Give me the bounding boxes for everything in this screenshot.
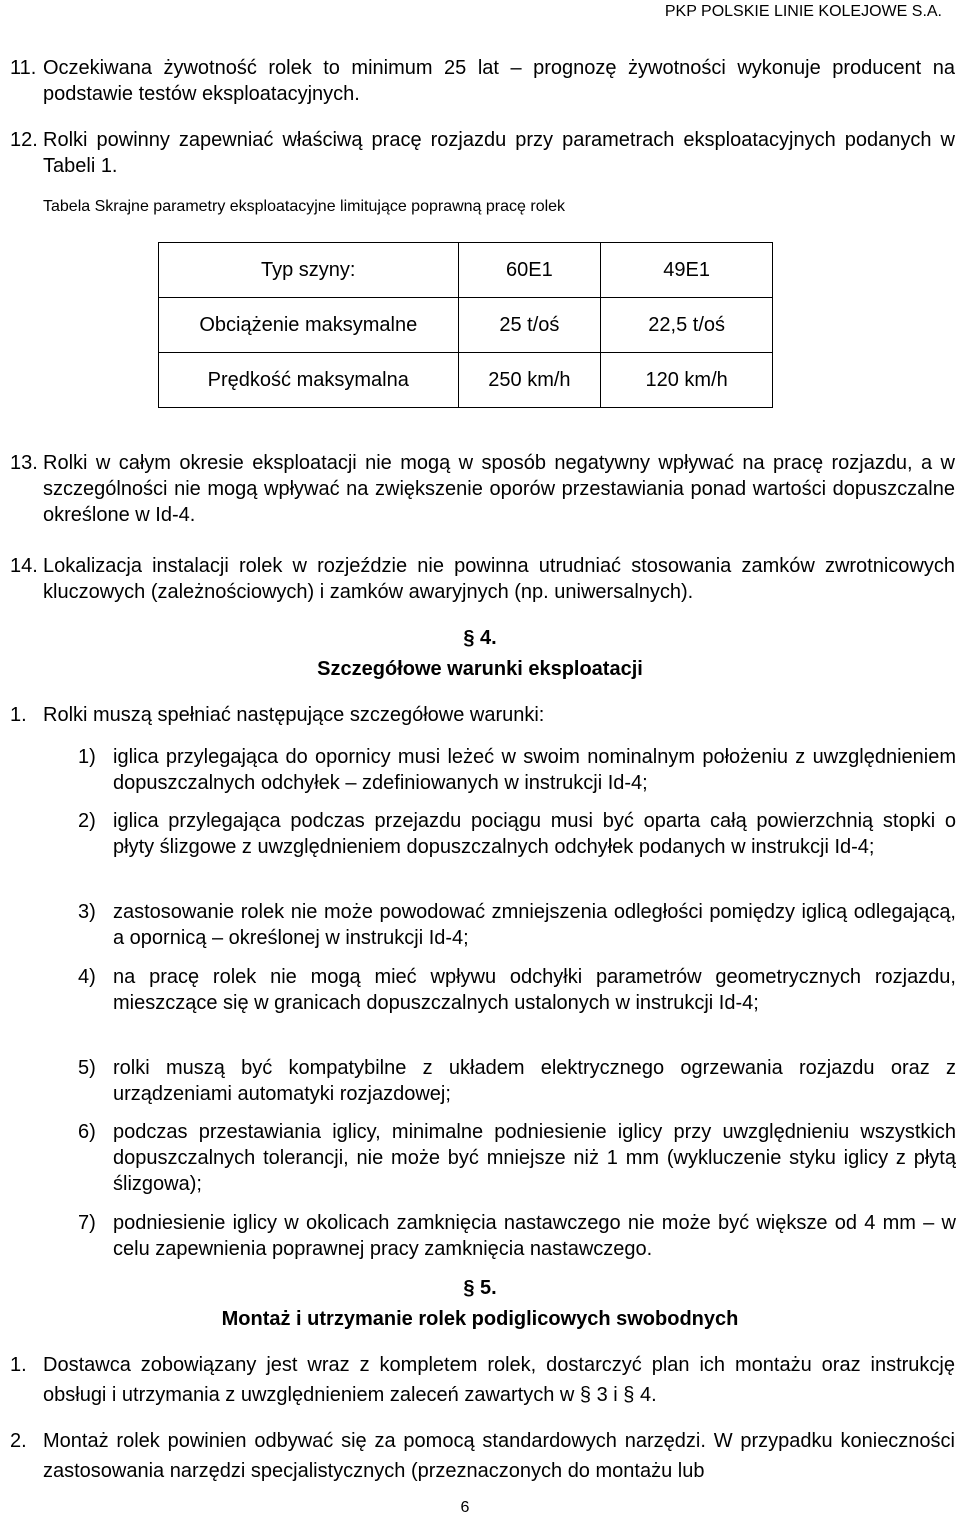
section-5-paragraph-1 xyxy=(10,1350,955,1410)
list-item-number: 3) xyxy=(78,901,96,923)
table-row xyxy=(159,353,773,408)
list-item xyxy=(78,964,956,1016)
list-item-number: 2) xyxy=(78,810,96,832)
paragraph-number: 12. xyxy=(10,129,38,151)
table-row xyxy=(159,243,773,298)
page-number: 6 xyxy=(460,1499,470,1516)
list-item-number: 5) xyxy=(78,1057,96,1079)
table-cell: 250 km/h xyxy=(458,353,601,408)
section-5-title: Montaż i utrzymanie rolek podiglicowych swobodnych xyxy=(221,1308,739,1330)
paragraph-12 xyxy=(10,127,955,179)
list-item-text: rolki muszą być kompatybilne z układem elektrycznego ogrzewania rozjazdu oraz z urządzeniami automatyki rozjazdowej; xyxy=(113,1057,956,1105)
paragraph-number: 13. xyxy=(10,452,38,474)
table-row xyxy=(159,298,773,353)
table-cell: 25 t/oś xyxy=(458,298,601,353)
paragraph-text: Rolki powinny zapewniać właściwą pracę rozjazdu przy parametrach eksploatacyjnych podanych w Tabeli 1. xyxy=(43,129,955,177)
parameters-table xyxy=(158,242,773,408)
list-item-text: podniesienie iglicy w okolicach zamknięcia nastawczego nie może być większe od 4 mm – w celu zapewnienia poprawnej pracy zamknięcia nastawczego. xyxy=(113,1212,956,1260)
table-caption: Tabela Skrajne parametry eksploatacyjne limitujące poprawną pracę rolek xyxy=(43,198,566,215)
section-5-paragraph-2 xyxy=(10,1426,955,1486)
paragraph-number: 2. xyxy=(10,1430,27,1452)
list-item xyxy=(78,899,956,951)
table-cell: 60E1 xyxy=(458,243,601,298)
list-item-text: na pracę rolek nie mogą mieć wpływu odchyłki parametrów geometrycznych rozjazdu, mieszczące się w granicach dopuszczalnych ustalonych w instrukcji Id-4; xyxy=(113,966,956,1014)
list-item-number: 1) xyxy=(78,746,96,768)
table-cell: 120 km/h xyxy=(601,353,773,408)
paragraph-number: 14. xyxy=(10,555,38,577)
table-cell: Typ szyny: xyxy=(159,243,459,298)
list-item xyxy=(78,1210,956,1262)
section-4-number: § 4. xyxy=(463,627,497,649)
list-item-text: podczas przestawiania iglicy, minimalne podniesienie iglicy przy uwzględnieniu wszystkich dopuszczalnych tolerancji, nie może być mniejsze niż 1 mm (wykluczenie styku iglicy z płytą ślizgowa); xyxy=(113,1121,956,1195)
table-cell: 22,5 t/oś xyxy=(601,298,773,353)
paragraph-text: Rolki muszą spełniać następujące szczegółowe warunki: xyxy=(43,704,545,726)
list-item-text: iglica przylegająca podczas przejazdu pociągu musi być oparta całą powierzchnią stopki o płyty ślizgowe z uwzględnieniem dopuszczalnych odchyłek podanych w instrukcji Id-4; xyxy=(113,810,956,858)
paragraph-13 xyxy=(10,450,955,528)
list-item xyxy=(78,1055,956,1107)
paragraph-text: Montaż rolek powinien odbywać się za pomocą standardowych narzędzi. W przypadku konieczności zastosowania narzędzi specjalistycznych (przeznaczonych do montażu lub xyxy=(43,1430,955,1482)
list-item xyxy=(78,744,956,796)
paragraph-number: 1. xyxy=(10,704,27,726)
list-item-number: 6) xyxy=(78,1121,96,1143)
page-header: PKP POLSKIE LINIE KOLEJOWE S.A. xyxy=(664,3,942,20)
list-item-number: 7) xyxy=(78,1212,96,1234)
list-item xyxy=(78,808,956,860)
list-item-text: iglica przylegająca do opornicy musi leżeć w swoim nominalnym położeniu z uwzględnieniem dopuszczalnych odchyłek – zdefiniowanych w instrukcji Id-4; xyxy=(113,746,956,794)
list-item xyxy=(78,1119,956,1197)
section-4-title: Szczegółowe warunki eksploatacji xyxy=(317,658,643,680)
section-5-number: § 5. xyxy=(463,1277,497,1299)
list-item-number: 4) xyxy=(78,966,96,988)
table-cell: Obciążenie maksymalne xyxy=(159,298,459,353)
paragraph-11 xyxy=(10,55,955,107)
paragraph-text: Lokalizacja instalacji rolek w rozjeździe nie powinna utrudniać stosowania zamków zwrotnicowych kluczowych (zależnościowych) i zamków awaryjnych (np. uniwersalnych). xyxy=(43,555,955,603)
paragraph-text: Rolki w całym okresie eksploatacji nie mogą w sposób negatywny wpływać na pracę rozjazdu, a w szczególności nie mogą wpływać na zwiększenie oporów przestawiania ponad wartości dopuszczalne określone w Id-4. xyxy=(43,452,955,526)
paragraph-number: 1. xyxy=(10,1354,27,1376)
paragraph-text: Oczekiwana żywotność rolek to minimum 25 lat – prognozę żywotności wykonuje producent na podstawie testów eksploatacyjnych. xyxy=(43,57,955,105)
paragraph-14 xyxy=(10,553,955,605)
table-cell: 49E1 xyxy=(601,243,773,298)
section-4-intro xyxy=(10,702,955,728)
paragraph-number: 11. xyxy=(10,57,37,79)
list-item-text: zastosowanie rolek nie może powodować zmniejszenia odległości pomiędzy iglicą odlegającą, a opornicą – określonej w instrukcji Id-4; xyxy=(113,901,956,949)
paragraph-text: Dostawca zobowiązany jest wraz z kompletem rolek, dostarczyć plan ich montażu oraz instrukcję obsługi i utrzymania z uwzględnieniem zaleceń zawartych w § 3 i § 4. xyxy=(43,1354,955,1406)
table-cell: Prędkość maksymalna xyxy=(159,353,459,408)
